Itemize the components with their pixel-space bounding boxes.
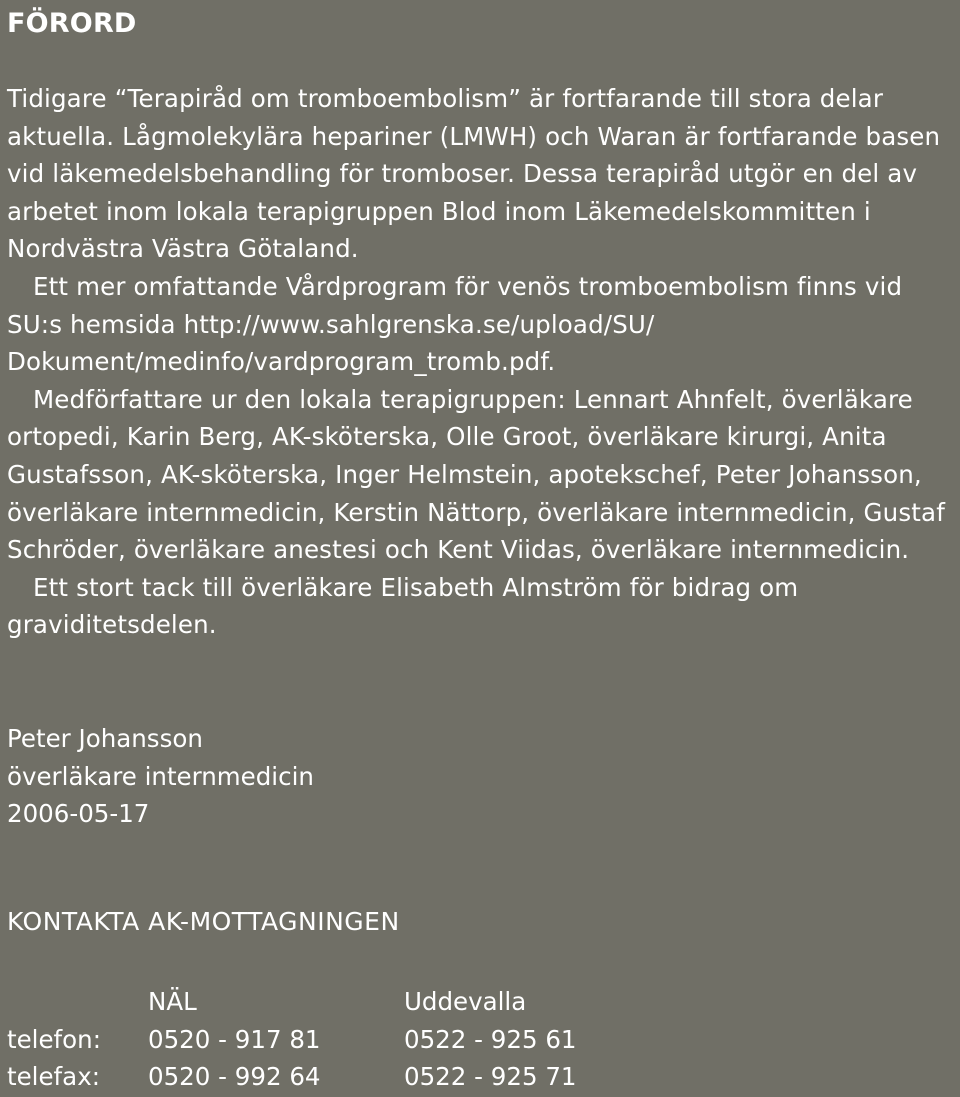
signature-date: 2006-05-17 — [7, 799, 150, 828]
foreword-paragraph-vardprogram: Ett mer omfattande Vårdprogram för venös tromboembolism finns vid SU:s hemsida http://www.sahlgrenska.se/upload/SU/ Dokument/medinfo/vardprogram_tromb.pdf. — [7, 271, 903, 377]
foreword-paragraph-intro: Tidigare “Terapiråd om tromboembolism” är fortfarande till stora delar aktuella. Lågmolekylära hepariner (LMWH) och Waran är fortfarande basen vid läkemedelsbehandling för tromboser. Dessa terapiråd utgör en del av arbetet inom lokala terapigruppen Blod inom Läkemedelskommitten i Nordvästra Västra Götaland. — [7, 84, 941, 264]
signature-name: Peter Johansson — [7, 724, 203, 753]
contact-row-label: telefon: — [7, 1024, 101, 1054]
contact-header-nal: NÄL — [148, 987, 197, 1016]
signature-block — [7, 720, 314, 833]
signature-title: överläkare internmedicin — [7, 761, 314, 791]
contact-heading: KONTAKTA AK-MOTTAGNINGEN — [7, 907, 400, 936]
contact-row-label: telefax: — [7, 1062, 100, 1091]
contact-uddevalla-phone: 0522 - 925 61 — [404, 1024, 577, 1054]
contact-row-telefon — [7, 1021, 604, 1059]
contact-header-uddevalla: Uddevalla — [404, 987, 527, 1016]
contact-uddevalla-fax: 0522 - 925 71 — [404, 1062, 577, 1091]
contact-nal-phone: 0520 - 917 81 — [148, 1024, 321, 1054]
contact-header-row — [7, 983, 604, 1021]
foreword-paragraph-coauthors: Medförfattare ur den lokala terapigruppen: Lennart Ahnfelt, överläkare ortopedi, Karin Berg, AK-sköterska, Olle Groot, överläkare kirurgi, Anita Gustafsson, AK-sköterska, Inger Helmstein, apotekschef, Peter Johansson, överläkare internmedicin, Kerstin Nättorp, överläkare internmedicin, Gustaf Schröder, överläkare anestesi och Kent Viidas, överläkare internmedicin. — [7, 384, 945, 565]
foreword-body — [7, 80, 953, 644]
contact-table — [7, 983, 604, 1096]
foreword-paragraph-thanks: Ett stort tack till överläkare Elisabeth Almström för bidrag om graviditetsdelen. — [7, 572, 799, 640]
foreword-heading: FÖRORD — [7, 8, 137, 39]
contact-nal-fax: 0520 - 992 64 — [148, 1062, 321, 1091]
contact-row-telefax — [7, 1058, 604, 1096]
contact-header-blank — [7, 983, 148, 1021]
